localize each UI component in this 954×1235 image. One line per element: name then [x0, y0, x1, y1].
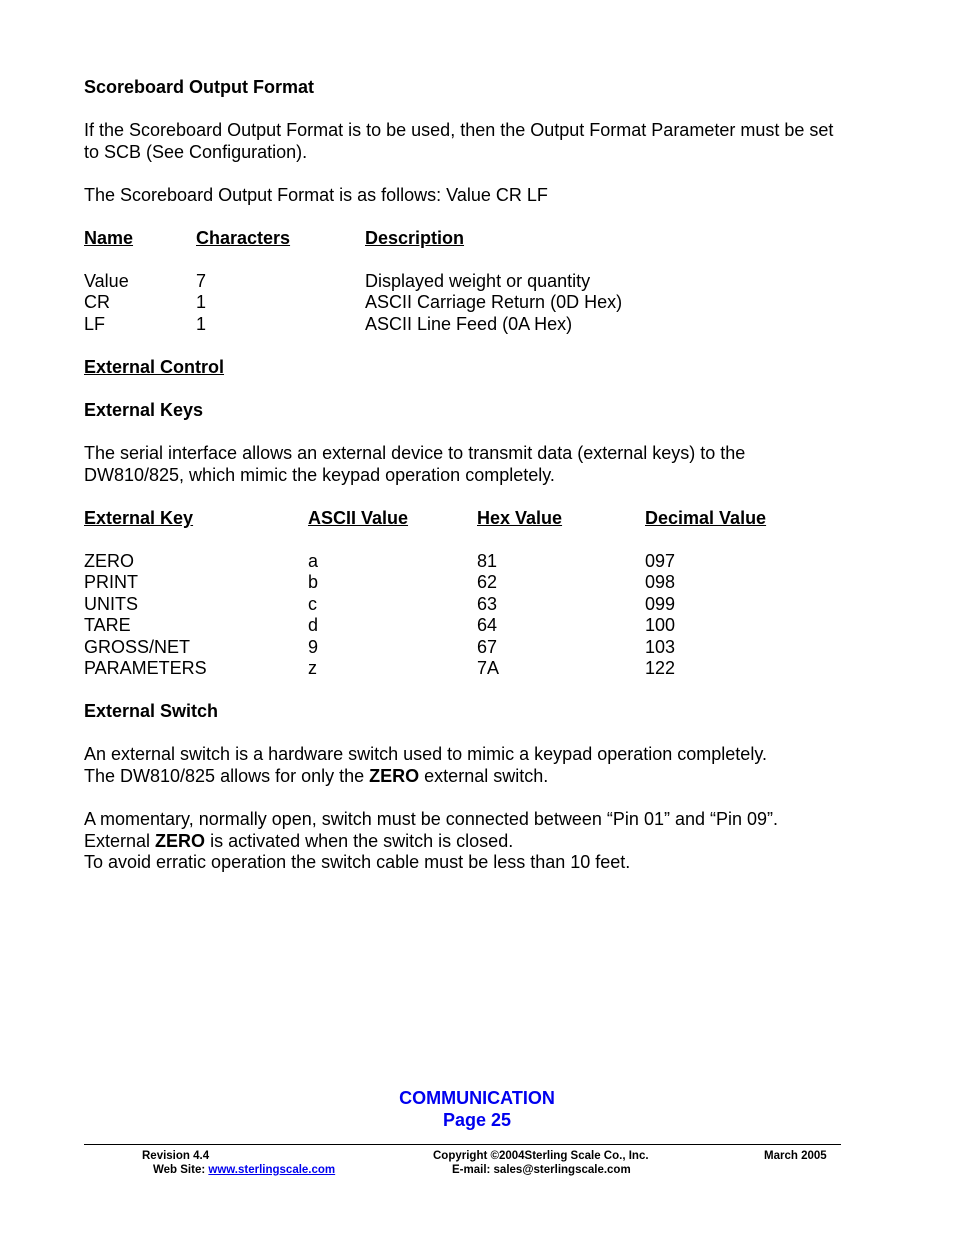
table-cell: TARE: [84, 615, 131, 635]
table-cell: 098: [645, 572, 676, 592]
table-cell: 100: [645, 615, 676, 635]
table-cell: GROSS/NET: [84, 637, 191, 657]
footer-section-title: COMMUNICATION: [399, 1088, 555, 1108]
table-cell: Displayed weight or quantity: [365, 271, 591, 291]
section-heading-scoreboard: Scoreboard Output Format: [84, 77, 315, 97]
footer-revision: Revision 4.4: [142, 1150, 210, 1162]
table-cell: ASCII Line Feed (0A Hex): [365, 314, 573, 334]
footer-copyright: Copyright ©2004Sterling Scale Co., Inc.: [433, 1150, 649, 1162]
text-run: External: [84, 831, 156, 851]
table-cell: 67: [477, 637, 498, 657]
scoreboard-format-line: The Scoreboard Output Format is as follows: Value CR LF: [84, 185, 548, 205]
external-switch-paragraph2-line2: [84, 831, 513, 853]
table-cell: 1: [196, 314, 207, 334]
table-cell: 1: [196, 292, 207, 312]
table-header-hex-value: Hex Value: [477, 508, 563, 528]
table-header-characters: Characters: [196, 228, 291, 248]
footer-email: E-mail: sales@sterlingscale.com: [452, 1164, 631, 1176]
table-cell: 097: [645, 551, 676, 571]
section-heading-external-switch: External Switch: [84, 701, 219, 721]
table-header-external-key: External Key: [84, 508, 194, 528]
table-cell: CR: [84, 292, 110, 312]
table-cell: UNITS: [84, 594, 138, 614]
zero-emphasis: ZERO: [155, 831, 206, 851]
table-header-name: Name: [84, 228, 134, 248]
table-header-description: Description: [365, 228, 465, 248]
table-cell: LF: [84, 314, 106, 334]
section-heading-external-control: External Control: [84, 357, 225, 377]
text-run: The DW810/825 allows for only the: [84, 766, 370, 786]
table-cell: PARAMETERS: [84, 658, 207, 678]
section-heading-external-keys: External Keys: [84, 400, 204, 420]
external-switch-paragraph2-line3: To avoid erratic operation the switch cable must be less than 10 feet.: [84, 852, 631, 872]
table-cell: ZERO: [84, 551, 135, 571]
scoreboard-paragraph-line2: to SCB (See Configuration).: [84, 142, 308, 162]
table-cell: 103: [645, 637, 676, 657]
table-cell: b: [308, 572, 319, 592]
table-cell: PRINT: [84, 572, 138, 592]
scoreboard-paragraph-line1: If the Scoreboard Output Format is to be used, then the Output Format Parameter must be set: [84, 120, 834, 140]
table-cell: z: [308, 658, 317, 678]
external-keys-paragraph-line2: DW810/825, which mimic the keypad operation completely.: [84, 465, 555, 485]
footer-website: [153, 1163, 335, 1177]
table-cell: 099: [645, 594, 676, 614]
table-cell: 7A: [477, 658, 500, 678]
table-cell: 122: [645, 658, 676, 678]
table-cell: Value: [84, 271, 129, 291]
table-cell: d: [308, 615, 319, 635]
table-header-ascii-value: ASCII Value: [308, 508, 409, 528]
external-keys-paragraph-line1: The serial interface allows an external device to transmit data (external keys) to the: [84, 443, 746, 463]
table-cell: a: [308, 551, 319, 571]
table-cell: 62: [477, 572, 498, 592]
text-run: is activated when the switch is closed.: [205, 831, 514, 851]
website-link[interactable]: www.sterlingscale.com: [208, 1164, 336, 1176]
table-cell: 63: [477, 594, 498, 614]
table-cell: ASCII Carriage Return (0D Hex): [365, 292, 623, 312]
footer-page-number: Page 25: [442, 1110, 512, 1130]
text-run: external switch.: [419, 766, 549, 786]
table-cell: 81: [477, 551, 498, 571]
zero-emphasis: ZERO: [369, 766, 420, 786]
table-cell: 7: [196, 271, 207, 291]
external-switch-paragraph2-line1: A momentary, normally open, switch must be connected between “Pin 01” and “Pin 09”.: [84, 809, 779, 829]
table-cell: 64: [477, 615, 498, 635]
footer-divider: [84, 1144, 841, 1145]
table-header-decimal-value: Decimal Value: [645, 508, 767, 528]
external-switch-paragraph-line2: [84, 766, 548, 788]
website-label: Web Site:: [153, 1164, 209, 1176]
table-cell: 9: [308, 637, 319, 657]
footer-date: March 2005: [764, 1150, 827, 1162]
table-cell: c: [308, 594, 317, 614]
external-switch-paragraph-line1: An external switch is a hardware switch used to mimic a keypad operation completely.: [84, 744, 767, 764]
